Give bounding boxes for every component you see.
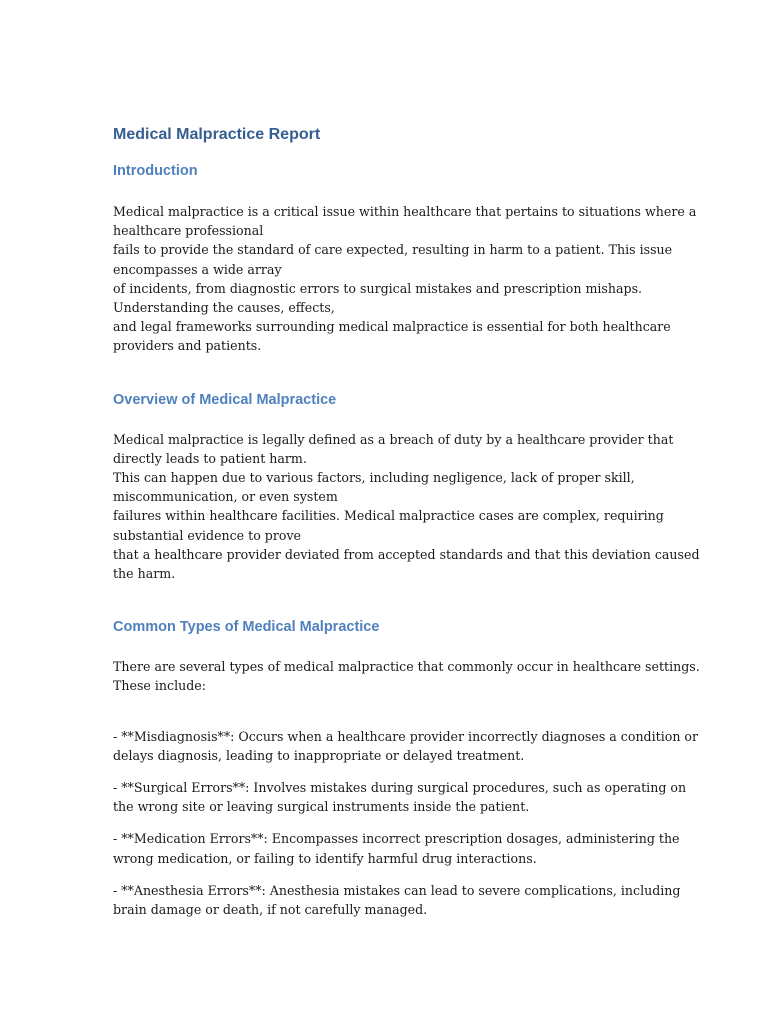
paragraph-line: There are several types of medical malpractice that commonly occur in healthcare settings. xyxy=(113,659,700,675)
paragraph-line: Medical malpractice is a critical issue within healthcare that pertains to situations where a xyxy=(113,204,697,219)
paragraph-line: directly leads to patient harm. xyxy=(113,450,307,466)
section-heading-introduction: Introduction xyxy=(113,163,198,179)
list-item-line: - **Medication Errors**: Encompasses incorrect prescription dosages, administering the xyxy=(113,831,680,847)
list-item-line: - **Anesthesia Errors**: Anesthesia mistakes can lead to severe complications, including xyxy=(113,882,681,898)
list-item-surgical-errors xyxy=(113,778,687,816)
paragraph-line: the harm. xyxy=(113,566,176,582)
section-heading-overview: Overview of Medical Malpractice xyxy=(113,391,337,408)
introduction-paragraph xyxy=(113,202,697,356)
list-item-line: - **Misdiagnosis**: Occurs when a healthcare provider incorrectly diagnoses a condition or xyxy=(113,728,699,744)
document-page xyxy=(113,124,700,919)
paragraph-line: of incidents, from diagnostic errors to surgical mistakes and prescription mishaps. xyxy=(113,280,643,296)
paragraph-line: These include: xyxy=(113,678,206,694)
paragraph-line: Understanding the causes, effects, xyxy=(113,300,335,316)
paragraph-line: substantial evidence to prove xyxy=(113,527,302,543)
list-item-line: wrong medication, or failing to identify harmful drug interactions. xyxy=(113,850,537,866)
list-item-medication-errors xyxy=(113,829,680,867)
paragraph-line: providers and patients. xyxy=(113,338,262,354)
paragraph-line: healthcare professional xyxy=(113,223,264,239)
list-item-anesthesia-errors xyxy=(113,881,681,919)
paragraph-line: miscommunication, or even system xyxy=(113,489,338,505)
list-item-line: brain damage or death, if not carefully managed. xyxy=(113,902,428,918)
list-item-misdiagnosis xyxy=(113,727,699,765)
list-item-line: - **Surgical Errors**: Involves mistakes during surgical procedures, such as operating on xyxy=(113,780,687,796)
document-title: Medical Malpractice Report xyxy=(113,126,321,143)
paragraph-line: Medical malpractice is legally defined as a breach of duty by a healthcare provider that xyxy=(113,431,674,447)
list-item-line: the wrong site or leaving surgical instruments inside the patient. xyxy=(113,799,530,815)
section-heading-common-types: Common Types of Medical Malpractice xyxy=(113,619,380,636)
overview-paragraph xyxy=(113,430,700,584)
paragraph-line: This can happen due to various factors, including negligence, lack of proper skill, xyxy=(113,470,635,486)
common-types-intro-paragraph xyxy=(113,657,700,695)
paragraph-line: and legal frameworks surrounding medical malpractice is essential for both healthcare xyxy=(113,319,671,335)
list-item-line: delays diagnosis, leading to inappropriate or delayed treatment. xyxy=(113,747,525,763)
paragraph-line: failures within healthcare facilities. Medical malpractice cases are complex, requiring xyxy=(113,508,664,524)
paragraph-line: fails to provide the standard of care expected, resulting in harm to a patient. This issue xyxy=(113,242,673,258)
paragraph-line: encompasses a wide array xyxy=(113,261,282,277)
paragraph-line: that a healthcare provider deviated from accepted standards and that this deviation caused xyxy=(113,546,700,562)
